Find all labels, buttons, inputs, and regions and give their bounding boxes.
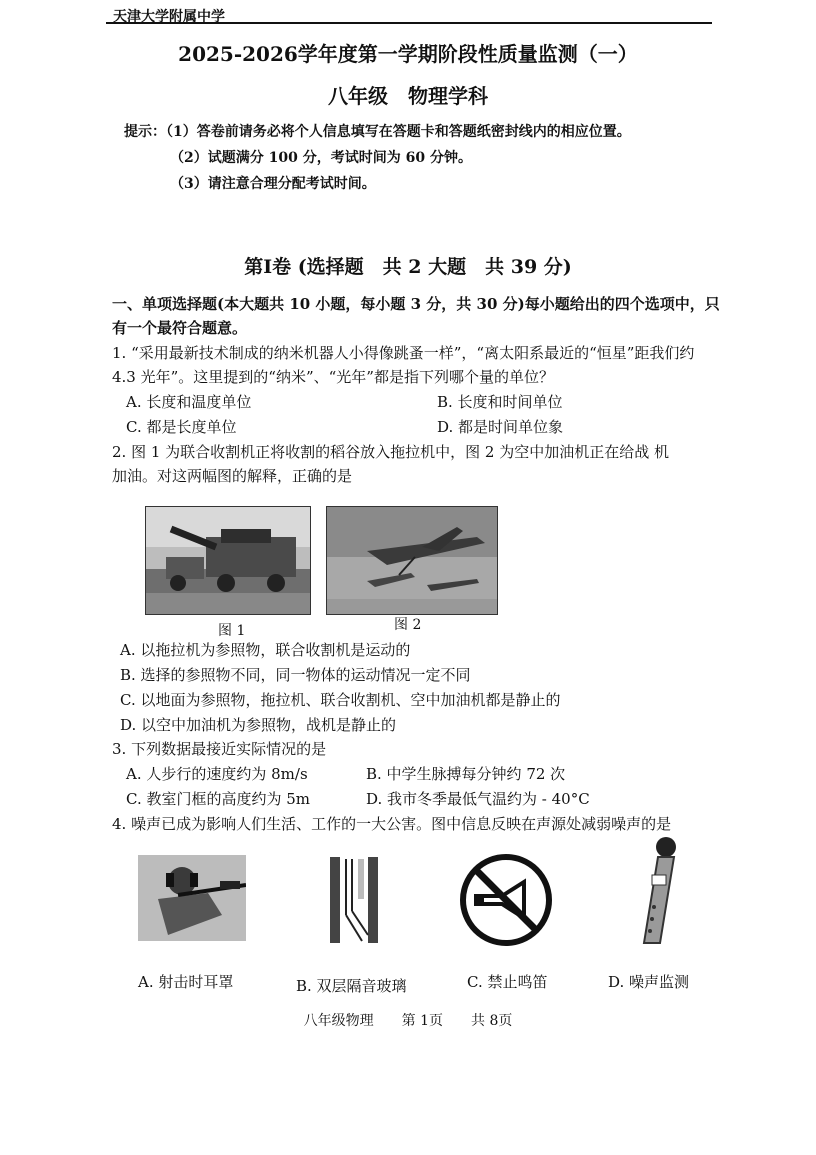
q3-option-b: B. 中学生脉搏每分钟约 72 次 [366, 765, 566, 783]
q3-stem: 3. 下列数据最接近实际情况的是 [112, 740, 327, 758]
q4-image-b-double-glass [328, 855, 380, 945]
part1-instructions-line2: 有一个最符合题意。 [112, 319, 248, 337]
exam-subtitle: 八年级 物理学科 [328, 84, 488, 108]
q2-option-b: B. 选择的参照物不同，同一物体的运动情况一定不同 [120, 666, 471, 684]
q3-option-d: D. 我市冬季最低气温约为 - 40°C [366, 790, 590, 808]
q3-option-c: C. 教室门框的高度约为 5m [126, 790, 311, 808]
section-title: 第I卷 (选择题 共 2 大题 共 39 分) [244, 256, 572, 278]
notice-block [124, 120, 631, 144]
q2-stem-line2: 加油。对这两幅图的解释，正确的是 [112, 467, 353, 485]
q2-option-a: A. 以拖拉机为参照物，联合收割机是运动的 [120, 641, 411, 659]
q4-option-b: B. 双层隔音玻璃 [296, 977, 407, 995]
q3-option-a: A. 人步行的速度约为 8m/s [126, 765, 308, 783]
q1-option-b: B. 长度和时间单位 [437, 393, 563, 411]
q1-option-c: C. 都是长度单位 [126, 418, 237, 436]
page-footer: 八年级物理 第 1页 共 8页 [303, 1013, 513, 1029]
notice-item-1: （1）答卷前请务必将个人信息填写在答题卡和答题纸密封线内的相应位置。 [166, 124, 631, 140]
q2-option-d: D. 以空中加油机为参照物，战机是静止的 [120, 716, 397, 734]
q1-stem-line2: 4.3 光年”。这里提到的“纳米”、“光年”都是指下列哪个量的单位？ [112, 368, 554, 386]
q4-image-c-no-honking-sign [458, 852, 554, 948]
figure-2-caption: 图 2 [394, 617, 422, 633]
notice-item-3: （3）请注意合理分配考试时间。 [170, 176, 376, 192]
q1-option-d: D. 都是时间单位象 [437, 418, 564, 436]
q1-option-a: A. 长度和温度单位 [126, 393, 252, 411]
q2-stem-line1: 2. 图 1 为联合收割机正将收割的稻谷放入拖拉机中，图 2 为空中加油机正在给战 机 [112, 443, 670, 461]
q4-image-d-noise-meter [630, 835, 680, 947]
header-rule [106, 22, 712, 24]
school-name: 天津大学附属中学 [113, 9, 225, 25]
q4-option-d: D. 噪声监测 [608, 973, 690, 991]
part1-instructions-line1: 一、单项选择题(本大题共 10 小题，每小题 3 分，共 30 分)每小题给出的四个选项中，只 [112, 295, 720, 313]
q4-image-a-shooter-earmuffs [138, 855, 246, 941]
q4-option-c: C. 禁止鸣笛 [467, 973, 548, 991]
q4-stem: 4. 噪声已成为影响人们生活、工作的一大公害。图中信息反映在声源处减弱噪声的是 [112, 815, 672, 833]
exam-title: 2025-2026学年度第一学期阶段性质量监测（一） [178, 42, 638, 66]
q4-option-a: A. 射击时耳罩 [138, 973, 234, 991]
notice-item-2: （2）试题满分 100 分，考试时间为 60 分钟。 [170, 150, 472, 166]
figure-1-harvester-photo [145, 506, 311, 615]
figure-2-refueling-photo [326, 506, 498, 615]
figure-1-caption: 图 1 [218, 623, 246, 639]
q1-stem-line1: 1. “采用最新技术制成的纳米机器人小得像跳蚤一样”，“离太阳系最近的“恒星”距我们约 [112, 344, 695, 362]
notice-lead: 提示： [124, 124, 166, 140]
q2-option-c: C. 以地面为参照物，拖拉机、联合收割机、空中加油机都是静止的 [120, 691, 561, 709]
